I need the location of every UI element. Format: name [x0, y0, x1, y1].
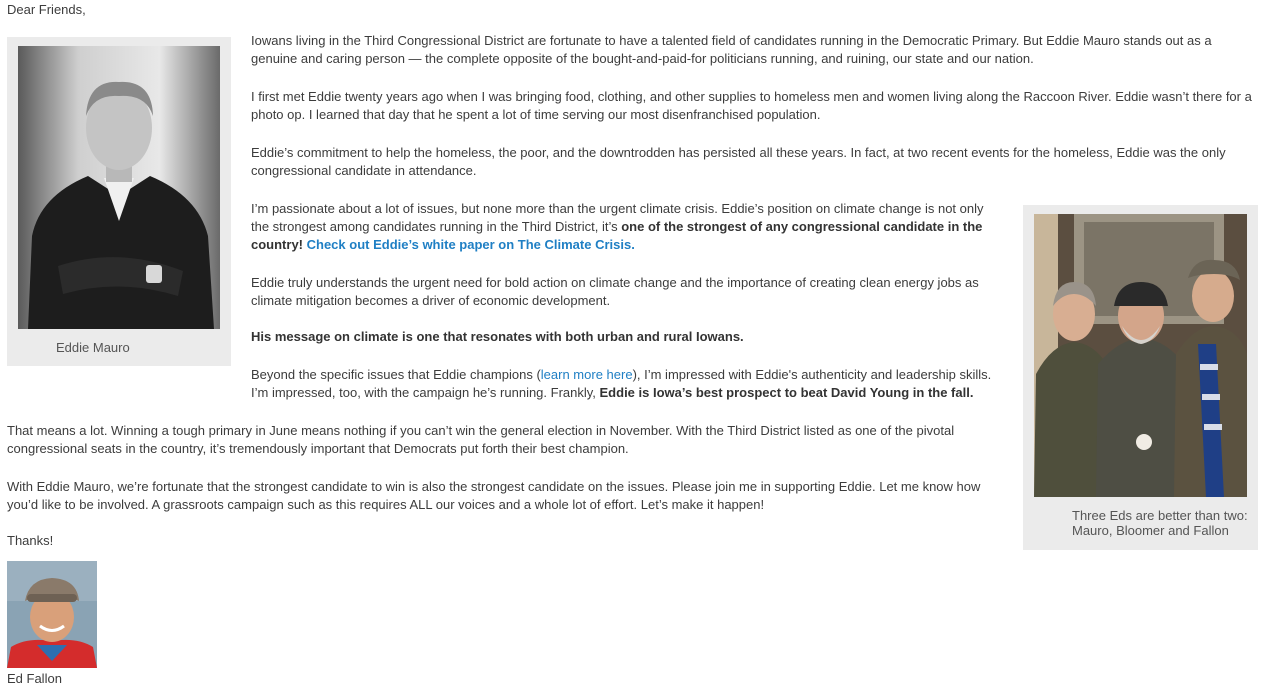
- paragraph-4-text: I’m passionate about a lot of issues, but none more than the urgent climate crisis. Eddie’s position on climate change is not only the strongest among candidates running in the Third District, it’s: [251, 201, 984, 234]
- ed-fallon-photo: [7, 561, 97, 668]
- portrait-figure: [7, 37, 231, 366]
- paragraph-1: Iowans living in the Third Congressional District are fortunate to have a talented field of candidates running in the Democratic Primary. But Eddie Mauro stands out as a genuine and caring person — the complete opposite of the bought-and-paid-for politicians running, and ruining, our state and our nation.: [251, 33, 1212, 66]
- paragraph-6: [251, 328, 1011, 346]
- group-caption: Three Eds are better than two: Mauro, Bloomer and Fallon: [1072, 508, 1248, 538]
- paragraph-8: That means a lot. Winning a tough primary in June means nothing if you can’t win the general election in November. With the Third District listed as one of the pivotal congressional seats in the country, it’s tremendously important that Democrats put forth their best champion.: [7, 423, 955, 456]
- paragraph-9: With Eddie Mauro, we’re fortunate that the strongest candidate to win is also the strongest candidate on the issues. Please join me in supporting Eddie. Let me know how you’d like to be involved. A grassroots campaign such as this requires ALL our voices and a whole lot of effort. Let’s make it happen!: [7, 479, 981, 512]
- eddie-mauro-photo: [18, 46, 220, 329]
- paragraph-7-bold: Eddie is Iowa’s best prospect to beat David Young in the fall.: [599, 385, 974, 400]
- signature-name: Ed Fallon: [7, 671, 62, 686]
- paragraph-4: [251, 200, 1003, 254]
- paragraph-7: [251, 366, 1011, 402]
- paragraph-7-text-b: ), I’m impressed with Eddie's authenticity and leadership skills. I’m impressed, too, with the campaign he’s running. Frankly,: [251, 367, 992, 400]
- closing: Thanks!: [7, 533, 54, 548]
- climate-white-paper-link[interactable]: Check out Eddie’s white paper on The Climate Crisis.: [306, 237, 635, 252]
- paragraph-4-bold: one of the strongest of any congressional candidate in the country!: [251, 219, 983, 252]
- portrait-caption: Eddie Mauro: [56, 340, 130, 355]
- three-eds-photo: [1034, 214, 1247, 497]
- learn-more-link[interactable]: learn more here: [540, 367, 633, 382]
- group-figure: [1023, 205, 1258, 550]
- paragraph-3: Eddie’s commitment to help the homeless, the poor, and the downtrodden has persisted all these years. In fact, at two recent events for the homeless, Eddie was the only congressional candidate in attendance.: [251, 145, 1226, 178]
- paragraph-7-text-a: Beyond the specific issues that Eddie champions (: [251, 367, 541, 382]
- paragraph-5: Eddie truly understands the urgent need for bold action on climate change and the importance of creating clean energy jobs as climate mitigation becomes a driver of economic development.: [251, 275, 979, 308]
- greeting: Dear Friends,: [7, 2, 86, 17]
- paragraph-2: I first met Eddie twenty years ago when I was bringing food, clothing, and other supplies to homeless men and women living along the Raccoon River. Eddie wasn’t there for a photo op. I learned that day that he spent a lot of time serving our most disenfranchised population.: [251, 89, 1252, 122]
- paragraph-6-bold: His message on climate is one that resonates with both urban and rural Iowans.: [251, 329, 744, 344]
